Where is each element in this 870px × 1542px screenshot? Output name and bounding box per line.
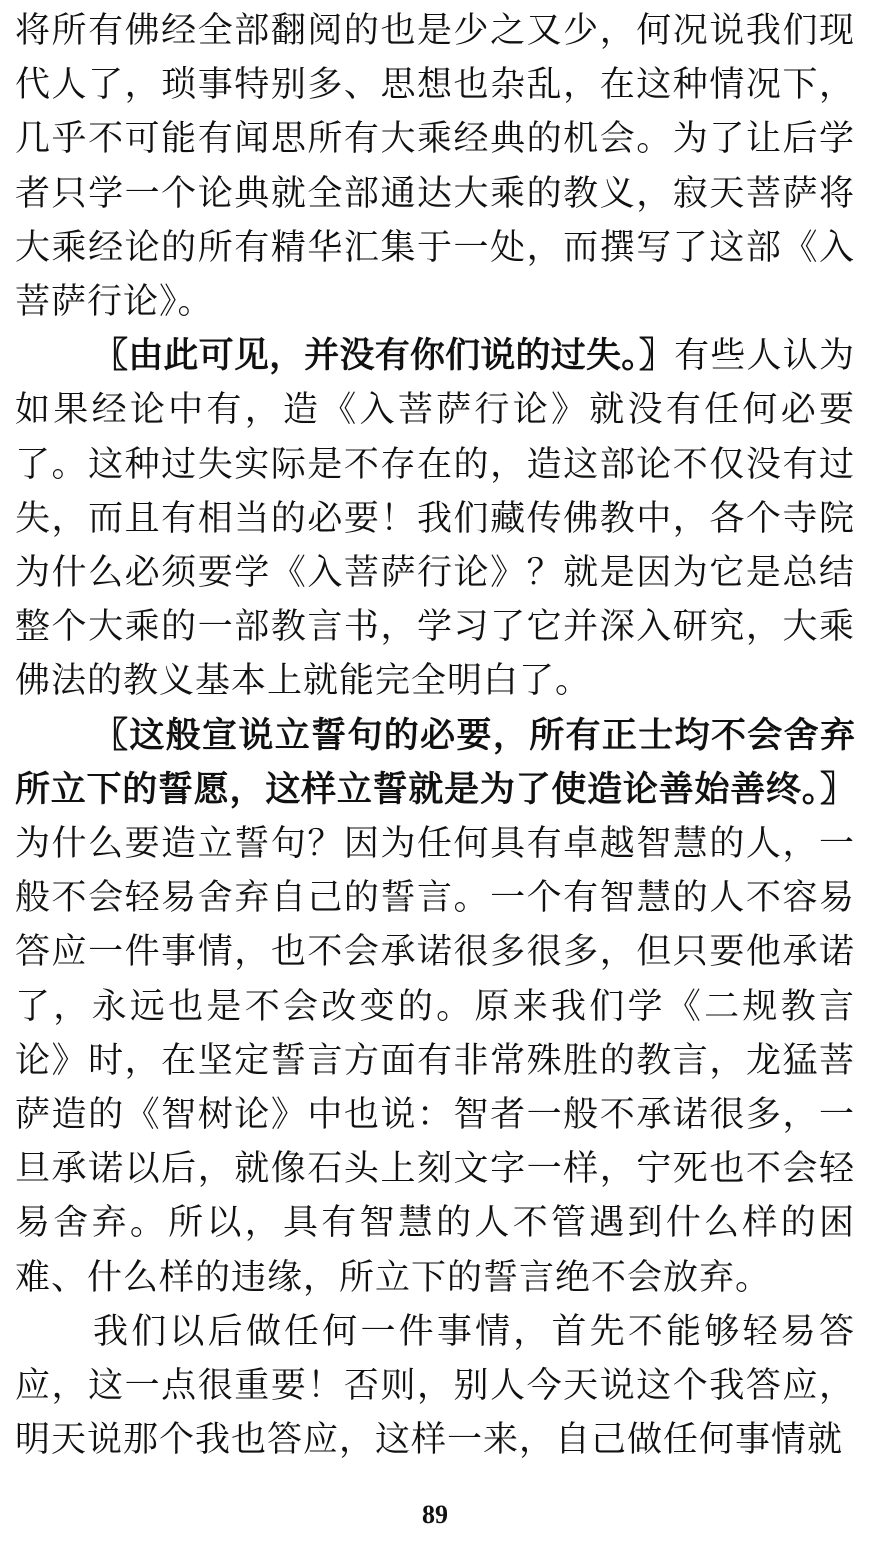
paragraph-commentary-1 [15, 329, 855, 708]
paragraph-text: 我们以后做任何一件事情，首先不能够轻易答应，这一点很重要！否则，别人今天说这个我答应，明天说那个我也答应，这样一来，自己做任何事情就 [15, 1311, 855, 1461]
paragraph-continuation [15, 4, 855, 329]
page-body [15, 4, 855, 1467]
root-verse-text: 〖这般宣说立誓句的必要，所有正士均不会舍弃所立下的誓愿，这样立誓就是为了使造论善始善终。〗 [15, 715, 855, 810]
paragraph-commentary-3 [15, 1305, 855, 1468]
page-number: 89 [422, 1500, 448, 1529]
paragraph-text: 将所有佛经全部翻阅的也是少之又少，何况说我们现代人了，琐事特别多、思想也杂乱，在这种情况下，几乎不可能有闻思所有大乘经典的机会。为了让后学者只学一个论典就全部通达大乘的教义，寂天菩萨将大乘经论的所有精华汇集于一处，而撰写了这部《入菩萨行论》。 [15, 11, 855, 323]
paragraph-commentary-2 [15, 709, 855, 1305]
paragraph-text: 有些人认为如果经论中有，造《入菩萨行论》就没有任何必要了。这种过失实际是不存在的，造这部论不仅没有过失，而且有相当的必要！我们藏传佛教中，各个寺院为什么必须要学《入菩萨行论》？就是因为它是总结整个大乘的一部教言书，学习了它并深入研究，大乘佛法的教义基本上就能完全明白了。 [15, 336, 855, 702]
root-verse-text: 〖由此可见，并没有你们说的过失。〗 [93, 336, 675, 377]
paragraph-text: 为什么要造立誓句？因为任何具有卓越智慧的人，一般不会轻易舍弃自己的誓言。一个有智慧的人不容易答应一件事情，也不会承诺很多很多，但只要他承诺了，永远也是不会改变的。原来我们学《二规教言论》时，在坚定誓言方面有非常殊胜的教言，龙猛菩萨造的《智树论》中也说：智者一般不承诺很多，一旦承诺以后，就像石头上刻文字一样，宁死也不会轻易舍弃。所以，具有智慧的人不管遇到什么样的困难、什么样的违缘，所立下的誓言绝不会放弃。 [15, 824, 855, 1298]
